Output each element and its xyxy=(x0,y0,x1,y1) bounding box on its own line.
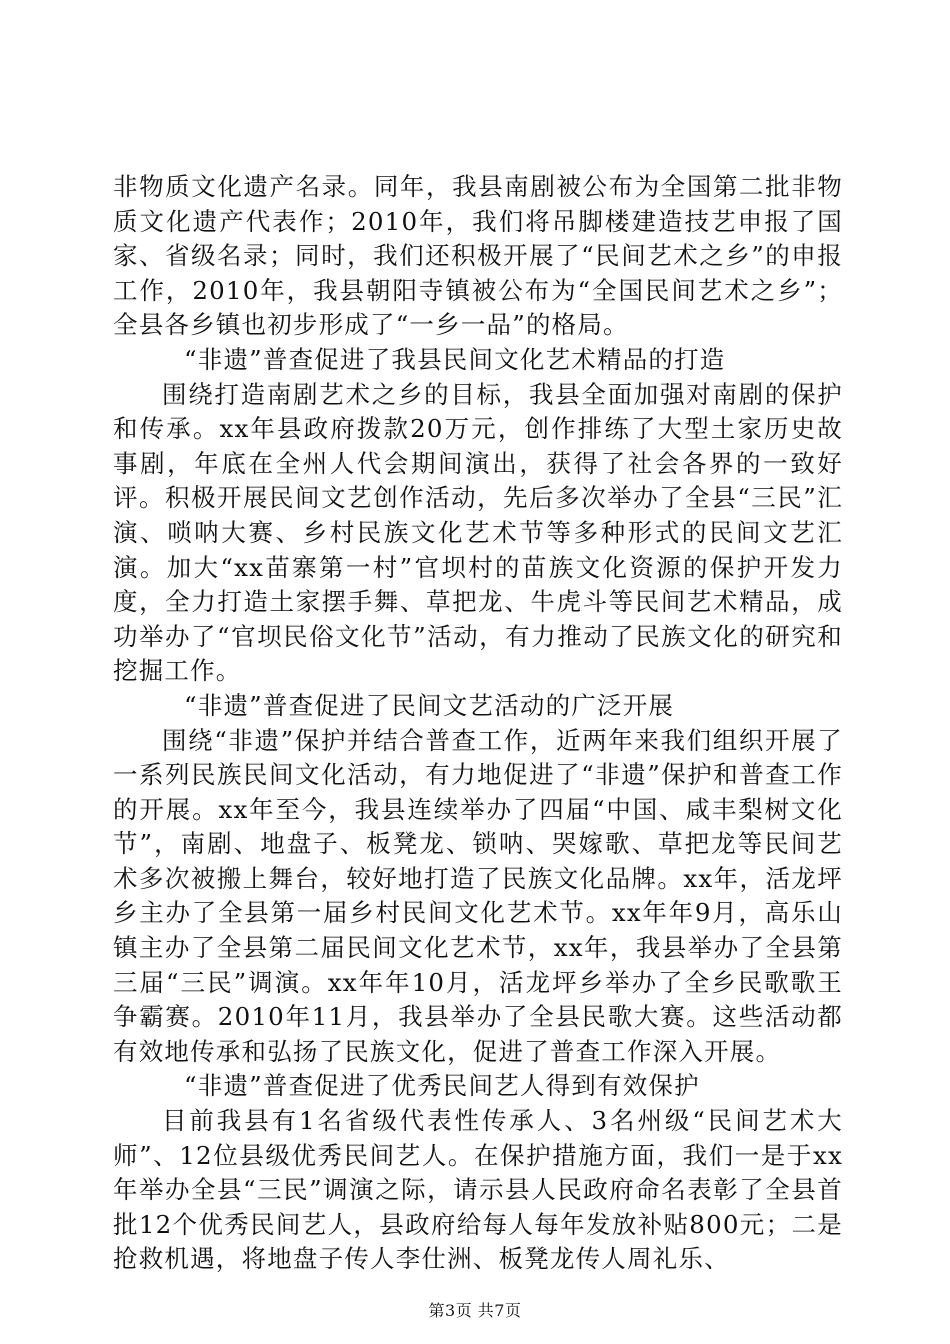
paragraph-folk-activities: 围绕“非遗”保护并结合普查工作，近两年来我们组织开展了一系列民族民间文化活动，有力地促进了“非遗”保护和普查工作的开展。xx年至今，我县连续举办了四届“中国、咸丰梨树文化节”，南剧、地盘子、板凳龙、锁呐、哭嫁歌、草把龙等民间艺术多次被搬上舞台，较好地打造了民族文化品牌。xx年，活龙坪乡主办了全县第一届乡村民间文化艺术节。xx年年9月，高乐山镇主办了全县第二届民间文化艺术节，xx年，我县举办了全县第三届“三民”调演。xx年年10月，活龙坪乡举办了全乡民歌歌王争霸赛。2010年11月，我县举办了全县民歌大赛。这些活动都有效地传承和弘扬了民族文化，促进了普查工作深入开展。 xyxy=(113,725,843,1066)
paragraph-folk-artists: 目前我县有1名省级代表性传承人、3名州级“民间艺术大师”、12位县级优秀民间艺人。在保护措施方面，我们一是于xx年举办全县“三民”调演之际，请示县人民政府命名表彰了全县首批12个优秀民间艺人，县政府给每人每年发放补贴800元；二是抢救机遇，将地盘子传人李仕洲、板凳龙传人周礼乐、 xyxy=(113,1106,843,1274)
page-number-footer: 第3页 共7页 xyxy=(428,1301,522,1320)
section-heading-folk-activities: “非遗”普查促进了民间文艺活动的广泛开展 xyxy=(184,690,675,720)
section-heading-folk-artists: “非遗”普查促进了优秀民间艺人得到有效保护 xyxy=(184,1071,700,1101)
paragraph-continued: 非物质文化遗产名录。同年，我县南剧被公布为全国第二批非物质文化遗产代表作；2010年，我们将吊脚楼建造技艺申报了国家、省级名录；同时，我们还积极开展了“民间艺术之乡”的申报工作，2010年，我县朝阳寺镇被公布为“全国民间艺术之乡”；全县各乡镇也初步形成了“一乡一品”的格局。 xyxy=(113,172,843,340)
section-heading-art-boutique: “非遗”普查促进了我县民间文化艺术精品的打造 xyxy=(184,344,726,374)
document-body xyxy=(113,170,843,1277)
paragraph-nanju-art: 围绕打造南剧艺术之乡的目标，我县全面加强对南剧的保护和传承。xx年县政府拨款20万元，创作排练了大型土家历史故事剧，年底在全州人代会期间演出，获得了社会各界的一致好评。积极开展民间文艺创作活动，先后多次举办了全县“三民”汇演、唢呐大赛、乡村民族文化艺术节等多种形式的民间文艺汇演。加大“xx苗寨第一村”官坝村的苗族文化资源的保护开发力度，全力打造土家摆手舞、草把龙、牛虎斗等民间艺术精品，成功举办了“官坝民俗文化节”活动，有力推动了民族文化的研究和挖掘工作。 xyxy=(113,379,843,686)
